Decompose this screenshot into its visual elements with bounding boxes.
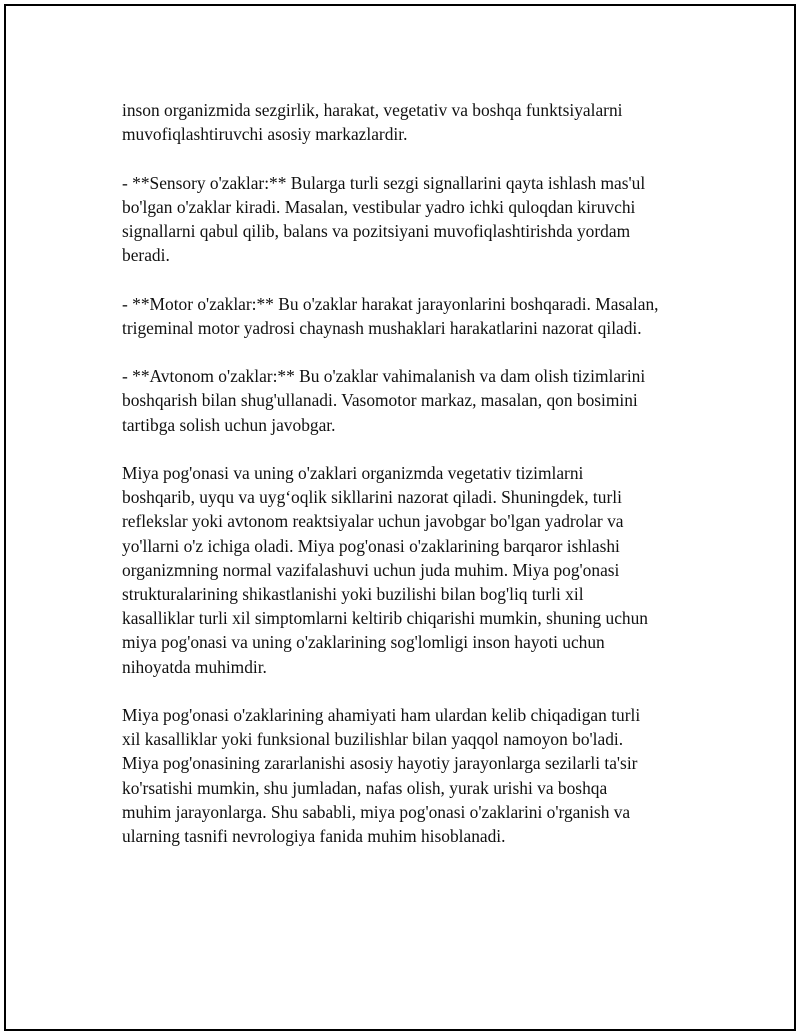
text-line: Miya pog'onasi va uning o'zaklari organizmda vegetativ tizimlarni [122,462,584,483]
text-line: Miya pog'onasining zararlanishi asosiy hayotiy jarayonlarga sezilarli ta'sir [122,753,638,774]
text-line: reflekslar yoki avtonom reaktsiyalar uchun javobgar bo'lgan yadrolar va [122,511,624,532]
paragraph-clinical-significance [122,703,702,848]
page-frame [4,4,796,1031]
text-line: muhim jarayonlarga. Shu sababli, miya pog'onasi o'zaklarini o'rganish va [122,801,631,822]
text-line: ko'rsatishi mumkin, shu jumladan, nafas olish, yurak urishi va boshqa [122,777,608,798]
text-line: beradi. [122,245,170,266]
paragraph-brainstem-functions [122,461,702,679]
text-line: nihoyatda muhimdir. [122,656,267,677]
text-line: - **Sensory o'zaklar:** Bularga turli sezgi signallarini qayta ishlash mas'ul [122,172,646,193]
text-line: bo'lgan o'zaklar kiradi. Masalan, vestibular yadro ichki quloqdan kiruvchi [122,196,636,217]
text-line: - **Avtonom o'zaklar:** Bu o'zaklar vahimalanish va dam olish tizimlarini [122,366,646,387]
text-line: Miya pog'onasi o'zaklarining ahamiyati ham ulardan kelib chiqadigan turli [122,705,641,725]
text-line: yo'llarni o'z ichiga oladi. Miya pog'onasi o'zaklarining barqaror ishlashi [122,535,620,556]
text-line: xil kasalliklar yoki funksional buzilishlar bilan yaqqol namoyon bo'ladi. [122,729,624,750]
text-line: - **Motor o'zaklar:** Bu o'zaklar harakat jarayonlarini boshqaradi. Masalan, [122,293,659,314]
text-line: ularning tasnifi nevrologiya fanida muhim hisoblanadi. [122,826,506,847]
text-line: miya pog'onasi va uning o'zaklarining sog'lomligi inson hayoti uchun [122,632,605,653]
text-line: muvofiqlashtiruvchi asosiy markazlardir. [122,124,408,145]
text-line: boshqarish bilan shug'ullanadi. Vasomotor markaz, masalan, qon bosimini [122,390,638,411]
text-line: trigeminal motor yadrosi chaynash mushaklari harakatlarini nazorat qiladi. [122,317,642,338]
document-body [122,98,702,872]
text-line: strukturalarining shikastlanishi yoki buzilishi bilan bog'liq turli xil [122,584,584,604]
paragraph-sensory-nuclei [122,171,702,268]
text-line: organizmning normal vazifalashuvi uchun juda muhim. Miya pog'onasi [122,559,620,580]
text-line: inson organizmida sezgirlik, harakat, vegetativ va boshqa funktsiyalarni [122,100,623,120]
text-line: tartibga solish uchun javobgar. [122,414,336,435]
paragraph-autonomic-nuclei [122,364,702,437]
paragraph-motor-nuclei [122,292,702,340]
text-line: kasalliklar turli xil simptomlarni keltirib chiqarishi mumkin, shuning uchun [122,608,648,629]
text-line: boshqarib, uyqu va uyg‘oqlik sikllarini nazorat qiladi. Shuningdek, turli [122,487,622,508]
text-line: signallarni qabul qilib, balans va pozitsiyani muvofiqlashtirishda yordam [122,221,631,241]
paragraph-intro-continuation [122,98,702,146]
